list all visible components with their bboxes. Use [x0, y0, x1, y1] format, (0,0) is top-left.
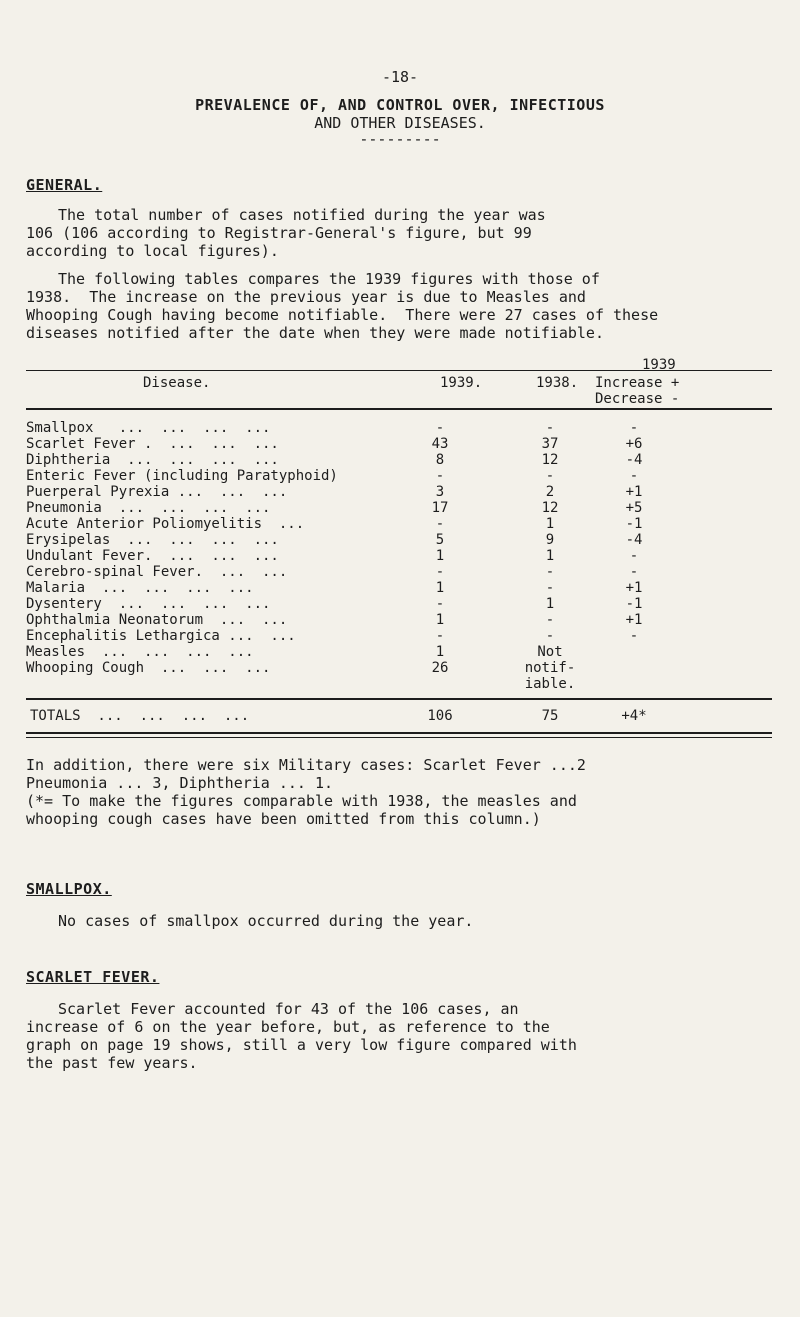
- general-para2-line: diseases notified after the date when they were made notifiable.: [26, 324, 604, 342]
- cases-1938: -: [545, 628, 555, 644]
- note-line: In addition, there were six Military cases: Scarlet Fever ...2: [26, 756, 586, 774]
- disease-name: Pneumonia ... ... ... ...: [26, 500, 271, 516]
- cases-change: +5: [625, 500, 643, 516]
- cases-1939: 1: [435, 580, 445, 596]
- table-row: [0, 516, 800, 532]
- cases-1939: 26: [431, 660, 449, 676]
- cases-1939: 5: [435, 532, 445, 548]
- cases-change: -: [629, 628, 639, 644]
- title-line-1: PREVALENCE OF, AND CONTROL OVER, INFECTIOUS: [195, 96, 605, 114]
- note-line: whooping cough cases have been omitted from this column.): [26, 810, 541, 828]
- disease-name: Erysipelas ... ... ... ...: [26, 532, 279, 548]
- cases-1939: -: [435, 564, 445, 580]
- totals-row: [0, 708, 800, 724]
- disease-name: Whooping Cough ... ... ...: [26, 660, 271, 676]
- totals-bottom-rule: [26, 732, 772, 734]
- cases-change: -: [629, 564, 639, 580]
- cases-1938: notif-: [524, 660, 576, 676]
- cases-1938: 9: [545, 532, 555, 548]
- header-1939: 1939.: [440, 375, 483, 391]
- cases-1939: -: [435, 468, 445, 484]
- cases-change: -1: [625, 596, 643, 612]
- table-row: [0, 660, 800, 676]
- totals-change: +4*: [621, 708, 647, 724]
- scarlet-line: graph on page 19 shows, still a very low figure compared with: [26, 1036, 577, 1054]
- disease-name: Malaria ... ... ... ...: [26, 580, 254, 596]
- totals-double-rule: [26, 737, 772, 738]
- header-disease: Disease.: [143, 375, 211, 391]
- smallpox-heading: SMALLPOX.: [26, 880, 112, 898]
- totals-label: TOTALS ... ... ... ...: [30, 708, 250, 724]
- header-increase: Increase +: [595, 375, 680, 391]
- table-row: [0, 468, 800, 484]
- table-row: [0, 532, 800, 548]
- table-row: [0, 420, 800, 436]
- disease-name: Smallpox ... ... ... ...: [26, 420, 271, 436]
- cases-1939: -: [435, 516, 445, 532]
- totals-1938: 75: [541, 708, 559, 724]
- note-line: (*= To make the figures comparable with 1938, the measles and: [26, 792, 577, 810]
- header-1938: 1938.: [536, 375, 579, 391]
- scarlet-line: Scarlet Fever accounted for 43 of the 106 cases, an: [58, 1000, 519, 1018]
- cases-1938: 1: [545, 516, 555, 532]
- totals-top-rule: [26, 698, 772, 700]
- table-row: [0, 564, 800, 580]
- cases-1939: -: [435, 596, 445, 612]
- header-decrease: Decrease -: [595, 391, 680, 407]
- cases-change: -: [629, 420, 639, 436]
- totals-1939: 106: [427, 708, 453, 724]
- table-row: [0, 484, 800, 500]
- general-para1-line: 106 (106 according to Registrar-General's figure, but 99: [26, 224, 532, 242]
- cases-1939: 1: [435, 644, 445, 660]
- disease-name: Scarlet Fever . ... ... ...: [26, 436, 279, 452]
- disease-name: Undulant Fever. ... ... ...: [26, 548, 279, 564]
- cases-change: -4: [625, 452, 643, 468]
- cases-1938: 37: [541, 436, 559, 452]
- table-row: [0, 500, 800, 516]
- disease-name: Diphtheria ... ... ... ...: [26, 452, 279, 468]
- cases-change: +1: [625, 612, 643, 628]
- cases-change: -: [629, 548, 639, 564]
- cases-change: -4: [625, 532, 643, 548]
- scarlet-line: increase of 6 on the year before, but, as reference to the: [26, 1018, 550, 1036]
- cases-1938: -: [545, 580, 555, 596]
- general-para1-line: according to local figures).: [26, 242, 279, 260]
- cases-change: -: [629, 468, 639, 484]
- table-row: [0, 612, 800, 628]
- cases-1938: Not: [537, 644, 563, 660]
- disease-name: Acute Anterior Poliomyelitis ...: [26, 516, 305, 532]
- disease-name: Puerperal Pyrexia ... ... ...: [26, 484, 288, 500]
- cases-1938: 12: [541, 452, 559, 468]
- cases-1938: -: [545, 468, 555, 484]
- general-para2-line: 1938. The increase on the previous year is due to Measles and: [26, 288, 586, 306]
- cases-1938: 2: [545, 484, 555, 500]
- disease-name: Cerebro-spinal Fever. ... ...: [26, 564, 288, 580]
- disease-name: Ophthalmia Neonatorum ... ...: [26, 612, 288, 628]
- cases-1939: 17: [431, 500, 449, 516]
- table-row: [0, 580, 800, 596]
- cases-change: +1: [625, 580, 643, 596]
- cases-change: +1: [625, 484, 643, 500]
- table-row: [0, 676, 800, 692]
- cases-1939: 43: [431, 436, 449, 452]
- general-heading: GENERAL.: [26, 176, 103, 194]
- table-header-rule: [26, 408, 772, 410]
- disease-name: Encephalitis Lethargica ... ...: [26, 628, 296, 644]
- cases-1939: -: [435, 420, 445, 436]
- cases-1938: -: [545, 420, 555, 436]
- cases-1938: 12: [541, 500, 559, 516]
- table-row: [0, 644, 800, 660]
- cases-1939: -: [435, 628, 445, 644]
- cases-change: -1: [625, 516, 643, 532]
- change-header-top: 1939: [642, 357, 676, 373]
- cases-1938: iable.: [524, 676, 576, 692]
- general-para1-line: The total number of cases notified during the year was: [58, 206, 546, 224]
- cases-change: +6: [625, 436, 643, 452]
- note-line: Pneumonia ... 3, Diphtheria ... 1.: [26, 774, 334, 792]
- cases-1938: 1: [545, 548, 555, 564]
- table-row: [0, 548, 800, 564]
- disease-name: Dysentery ... ... ... ...: [26, 596, 271, 612]
- cases-1939: 1: [435, 612, 445, 628]
- scarlet-line: the past few years.: [26, 1054, 198, 1072]
- page-number: -18-: [381, 68, 419, 86]
- table-row: [0, 452, 800, 468]
- disease-name: Measles ... ... ... ...: [26, 644, 254, 660]
- title-line-2: AND OTHER DISEASES.: [314, 114, 486, 132]
- general-para2-line: The following tables compares the 1939 figures with those of: [58, 270, 600, 288]
- smallpox-text: No cases of smallpox occurred during the year.: [58, 912, 474, 930]
- general-para2-line: Whooping Cough having become notifiable. There were 27 cases of these: [26, 306, 659, 324]
- cases-1939: 1: [435, 548, 445, 564]
- table-row: [0, 436, 800, 452]
- table-row: [0, 628, 800, 644]
- title-rule: ---------: [359, 130, 441, 148]
- cases-1938: -: [545, 564, 555, 580]
- cases-1939: 8: [435, 452, 445, 468]
- cases-1938: -: [545, 612, 555, 628]
- table-row: [0, 596, 800, 612]
- scarlet-heading: SCARLET FEVER.: [26, 968, 160, 986]
- cases-1938: 1: [545, 596, 555, 612]
- cases-1939: 3: [435, 484, 445, 500]
- disease-name: Enteric Fever (including Paratyphoid): [26, 468, 338, 484]
